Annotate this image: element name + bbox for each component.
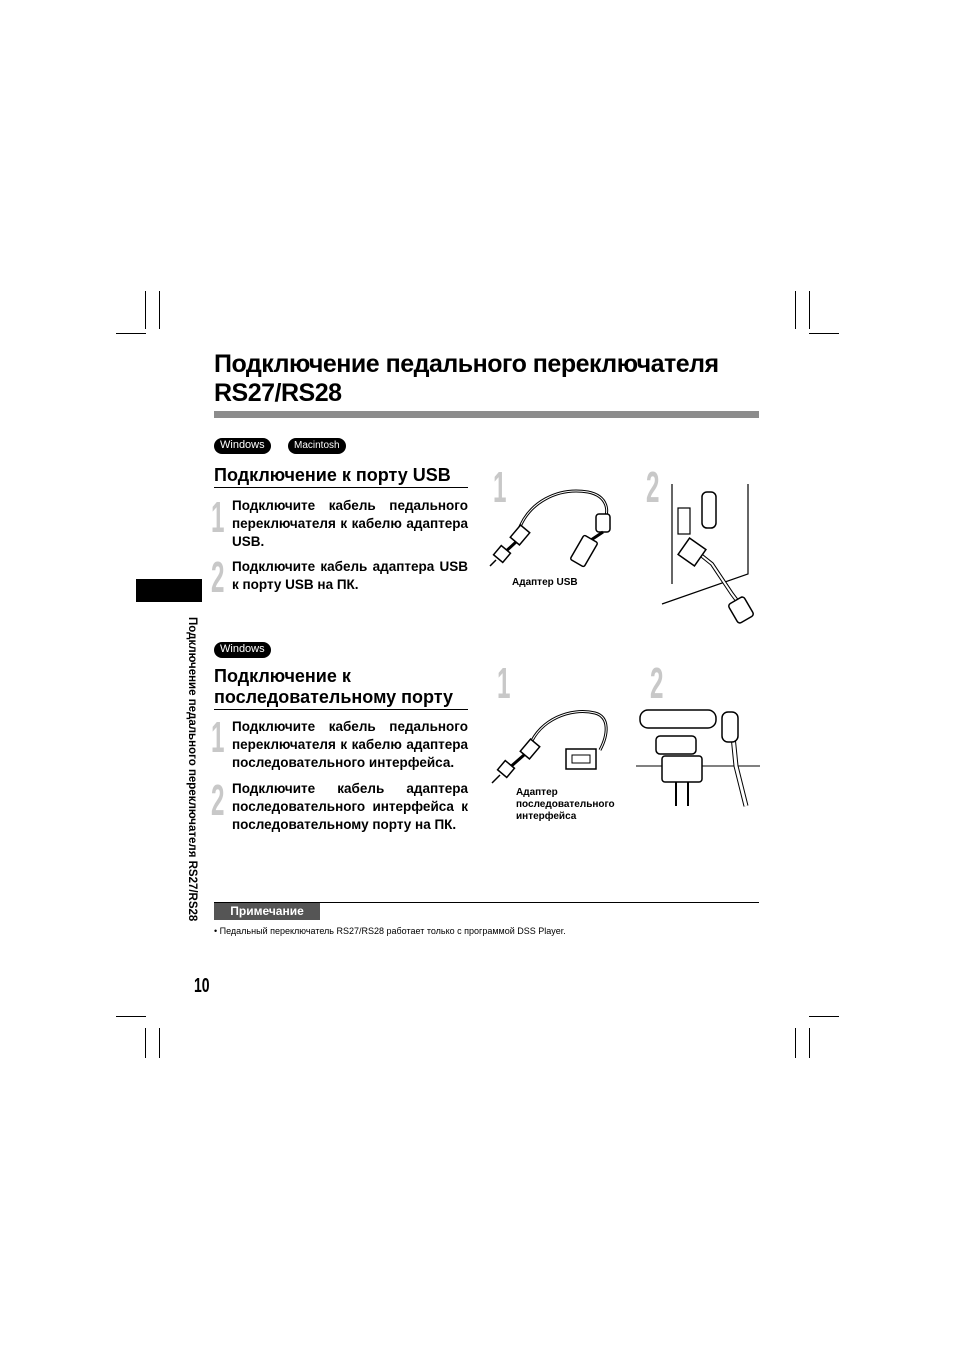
crop-mark [809,291,810,329]
note-text: • Педальный переключатель RS27/RS28 работает только с программой DSS Player. [214,926,566,936]
usb-adapter-caption: Адаптер USB [512,577,578,588]
serial-heading-line1: Подключение к [214,666,351,686]
page-number: 10 [194,975,210,997]
usb-step-2-text: Подключите кабель адаптера USB к порту USB на ПК. [232,559,468,592]
badge-windows: Windows [214,438,271,454]
page-title [214,350,774,408]
usb-step-2-number: 2 [211,553,225,602]
badge-macintosh: Macintosh [288,438,346,454]
serial-step-2-text: Подключите кабель адаптера последовательного интерфейса к последовательному порту на ПК. [232,781,468,832]
crop-mark [795,1028,796,1058]
serial-caption-line2: последовательного [516,799,615,810]
page-title-line1: Подключение педального переключателя [214,350,719,378]
crop-mark [809,333,839,334]
side-running-title: Подключение педального переключателя RS27/RS28 [186,617,198,922]
usb-adapter-illustration [488,482,618,577]
title-underline-bar [214,411,759,418]
pc-serial-port-illustration [636,706,760,806]
note-label: Примечание [214,903,320,920]
crop-mark [159,1028,160,1058]
section-tab-marker [136,579,202,602]
usb-section-heading: Подключение к порту USB [214,465,468,488]
usb-step-1-text: Подключите кабель педального переключателя к кабелю адаптера USB. [232,498,468,549]
serial-figure-1-number: 1 [497,659,511,708]
serial-step-1-number: 1 [211,713,225,762]
usb-figure-2-number: 2 [646,463,660,512]
serial-heading-line2: последовательному порту [214,687,454,707]
crop-mark [116,1016,146,1017]
crop-mark [116,333,146,334]
usb-step-1-number: 1 [211,493,225,542]
crop-mark [809,1028,810,1058]
serial-caption-line3: интерфейса [516,811,577,822]
crop-mark [145,291,146,329]
usb-figure-1-number: 1 [493,463,507,512]
serial-figure-2-number: 2 [650,659,664,708]
crop-mark [159,291,160,329]
crop-mark [795,291,796,329]
pc-usb-port-illustration [662,484,762,634]
serial-adapter-caption [516,787,615,823]
serial-adapter-illustration [490,705,620,790]
crop-mark [809,1016,839,1017]
crop-mark [145,1028,146,1058]
serial-caption-line1: Адаптер [516,787,558,798]
serial-step-2-number: 2 [211,776,225,825]
serial-step-1-text: Подключите кабель педального переключателя к кабелю адаптера последовательного интерфейса. [232,719,468,770]
serial-section-heading [214,666,468,710]
badge-windows-serial: Windows [214,642,271,658]
page-title-line2: RS27/RS28 [214,379,342,407]
